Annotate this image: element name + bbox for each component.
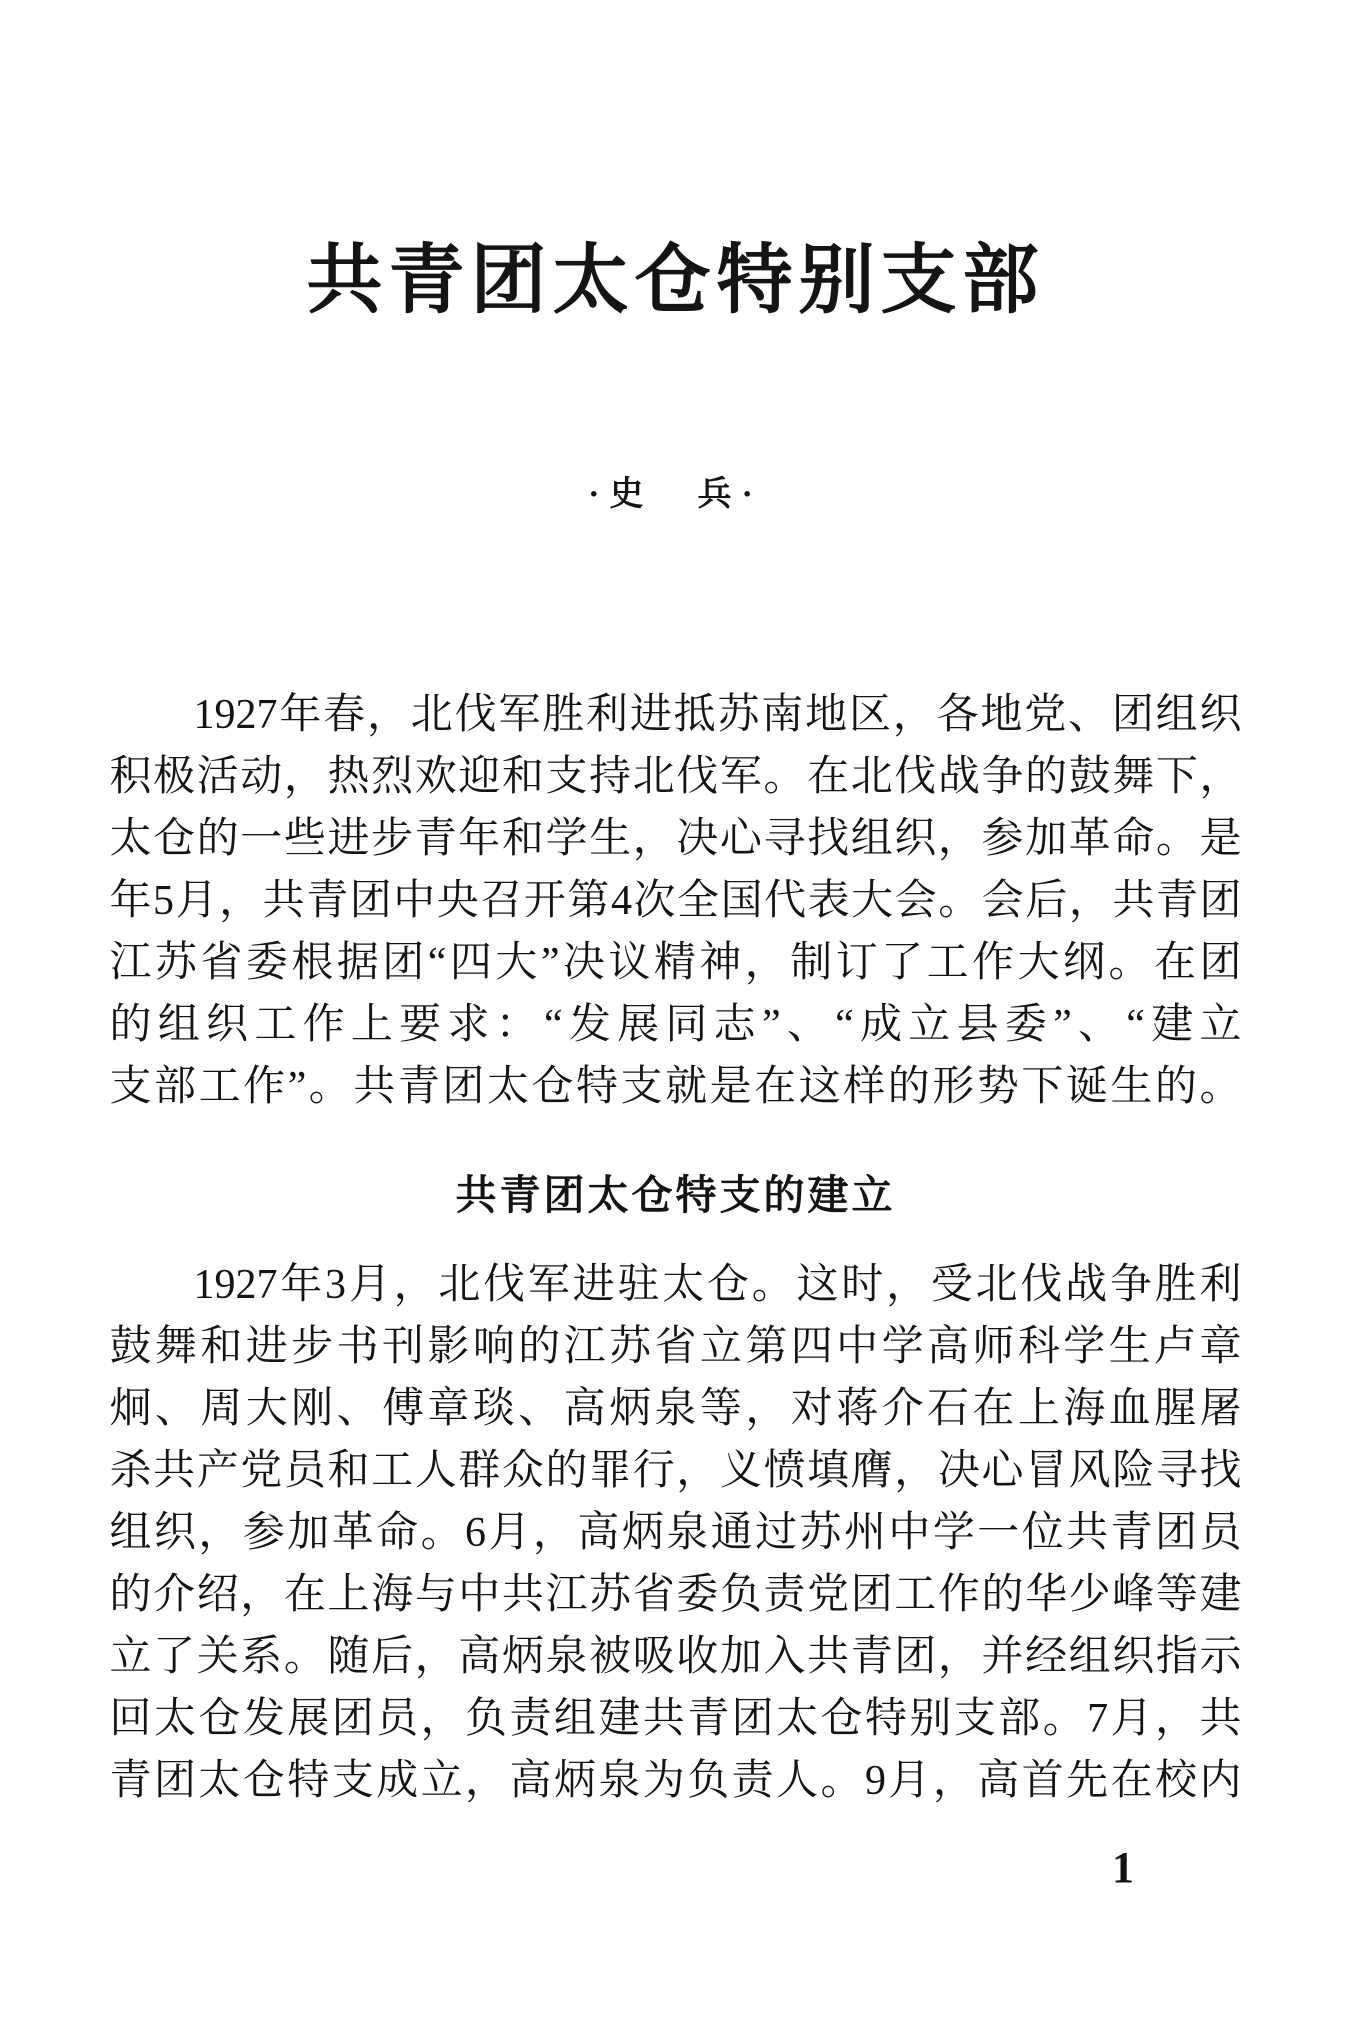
text-line: 1927年3月，北伐军进驻太仓。这时，受北伐战争胜利 [193,1262,1242,1309]
text-line: 支部工作”。共青团太仓特支就是在这样的形势下诞生的。 [109,1064,1242,1111]
text-line: 太仓的一些进步青年和学生，决心寻找组织，参加革命。是 [109,816,1242,863]
text-line: 青团太仓特支成立，高炳泉为负责人。9月，高首先在校内 [109,1758,1242,1805]
text-line: 杀共产党员和工人群众的罪行，义愤填膺，决心冒风险寻找 [109,1448,1242,1495]
page-number: 1 [1112,1843,1134,1892]
text-line: 的介绍，在上海与中共江苏省委负责党团工作的华少峰等建 [109,1572,1242,1619]
text-line: 积极活动，热烈欢迎和支持北伐军。在北伐战争的鼓舞下， [109,754,1242,801]
article-title: 共青团太仓特别支部 [306,239,1045,323]
paragraph-intro [110,684,1242,1118]
text-line: 年5月，共青团中央召开第4次全国代表大会。会后，共青团 [109,878,1242,925]
text-line: 炯、周大刚、傅章琰、高炳泉等，对蒋介石在上海血腥屠 [109,1386,1242,1433]
text-line: 立了关系。随后，高炳泉被吸收加入共青团，并经组织指示 [109,1634,1242,1681]
paragraph-founding [110,1254,1242,1812]
text-line: 组织，参加革命。6月，高炳泉通过苏州中学一位共青团员 [109,1510,1242,1557]
article-body [110,684,1242,1812]
text-line: 江苏省委根据团“四大”决议精神，制订了工作大纲。在团 [109,940,1242,987]
article-author: ·史 兵· [588,476,763,514]
text-line: 鼓舞和进步书刊影响的江苏省立第四中学高师科学生卢章 [109,1324,1242,1371]
text-line: 的组织工作上要求：“发展同志”、“成立县委”、“建立 [109,1002,1242,1049]
section-heading: 共青团太仓特支的建立 [455,1172,896,1219]
text-line: 1927年春，北伐军胜利进抵苏南地区，各地党、团组织 [193,692,1242,739]
text-line: 回太仓发展团员，负责组建共青团太仓特别支部。7月，共 [109,1696,1242,1743]
